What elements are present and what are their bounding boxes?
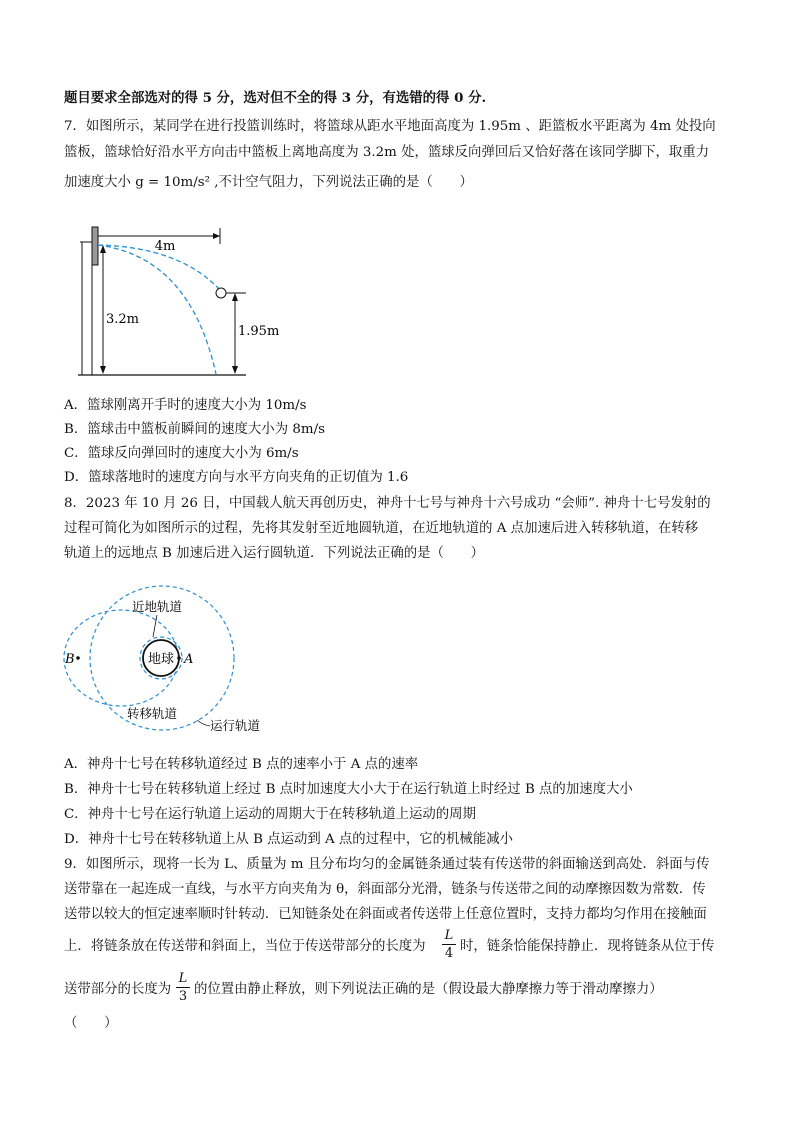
q8-option-a: A．神舟十七号在转移轨道经过 B 点的速率小于 A 点的速率 bbox=[64, 757, 419, 772]
q9-stem-line6: （ ） bbox=[64, 1016, 118, 1031]
q7-option-a: A．篮球刚离开手时的速度大小为 10m/s bbox=[64, 398, 307, 413]
q7-stem-line1: 7．如图所示，某同学在进行投篮训练时，将篮球从距水平地面高度为 1.95m 、距篮板水平距离为 4m 处投向 bbox=[64, 119, 716, 134]
section-intro: 题目要求全部选对的得 5 分，选对但不全的得 3 分，有选错的得 0 分. bbox=[64, 90, 487, 106]
q8-stem-line3: 轨道上的远地点 B 加速后进入运行圆轨道．下列说法正确的是（ ） bbox=[64, 546, 485, 561]
fraction-denominator: 4 bbox=[444, 946, 454, 961]
point-a-label: A bbox=[184, 652, 194, 667]
fraction-l-over-4 bbox=[442, 929, 456, 960]
q9-stem-line4b: 时，链条恰能保持静止．现将链条从位于传 bbox=[460, 939, 715, 954]
q7-stem-line2: 篮板，篮球恰好沿水平方向击中篮板上离地高度为 3.2m 处，篮球反向弹回后又恰好落在该同学脚下，取重力 bbox=[64, 145, 710, 160]
q7-option-b: B．篮球击中篮板前瞬间的速度大小为 8m/s bbox=[64, 422, 325, 437]
fraction-numerator: L bbox=[178, 971, 188, 986]
q7-option-c: C．篮球反向弹回时的速度大小为 6m/s bbox=[64, 446, 299, 461]
q8-figure bbox=[60, 585, 290, 740]
q9-stem-line3: 送带以较大的恒定速率顺时针转动．已知链条处在斜面或者传送带上任意位置时，支持力都均匀作用在接触面 bbox=[64, 907, 707, 922]
q8-option-b: B．神舟十七号在转移轨道上经过 B 点时加速度大小大于在运行轨道上时经过 B 点的加速度大小 bbox=[64, 782, 633, 797]
q7-dist-label: 4m bbox=[154, 239, 176, 254]
q7-option-d: D．篮球落地时的速度方向与水平方向夹角的正切值为 1.6 bbox=[64, 470, 409, 485]
fraction-l-over-3 bbox=[176, 972, 190, 1003]
q9-stem-line2: 送带靠在一起连成一直线，与水平方向夹角为 θ，斜面部分光滑，链条与传送带之间的动摩擦因数为常数．传 bbox=[64, 882, 706, 897]
q9-stem-line5b: 的位置由静止释放，则下列说法正确的是（假设最大静摩擦力等于滑动摩擦力） bbox=[194, 982, 663, 997]
q9-stem-line1: 9．如图所示，现将一长为 L、质量为 m 且分布均匀的金属链条通过装有传送带的斜面输送到高处．斜面与传 bbox=[64, 857, 710, 872]
run-orbit-label: 运行轨道 bbox=[210, 718, 261, 733]
q8-stem-line2: 过程可简化为如图所示的过程，先将其发射至近地圆轨道，在近地轨道的 A 点加速后进入转移轨道，在转移 bbox=[64, 521, 699, 536]
q8-option-c: C．神舟十七号在运行轨道上运动的周期大于在转移轨道上运动的周期 bbox=[64, 807, 476, 822]
near-orbit-label: 近地轨道 bbox=[131, 599, 183, 614]
point-b-label: B bbox=[65, 652, 75, 667]
q8-option-d: D．神舟十七号在转移轨道上从 B 点运动到 A 点的过程中，它的机械能减小 bbox=[64, 832, 513, 847]
fraction-numerator: L bbox=[444, 928, 454, 943]
q7-figure bbox=[70, 222, 290, 384]
q7-h-board-label: 3.2m bbox=[106, 312, 140, 327]
q7-h-throw-label: 1.95m bbox=[238, 324, 280, 339]
earth-label: 地球 bbox=[147, 652, 175, 667]
q9-stem-line4a: 上．将链条放在传送带和斜面上，当位于传送带部分的长度为 bbox=[64, 939, 426, 954]
q7-stem-line3: 加速度大小 g = 10m/s² ,不计空气阻力，下列说法正确的是（ ） bbox=[64, 175, 473, 190]
q8-stem-line1: 8．2023 年 10 月 26 日，中国载人航天再创历史，神舟十七号与神舟十六号成功 “会师”. 神舟十七号发射的 bbox=[64, 496, 711, 511]
q9-stem-line5a: 送带部分的长度为 bbox=[64, 982, 172, 997]
fraction-denominator: 3 bbox=[178, 989, 188, 1004]
transfer-orbit-label: 转移轨道 bbox=[126, 706, 178, 721]
